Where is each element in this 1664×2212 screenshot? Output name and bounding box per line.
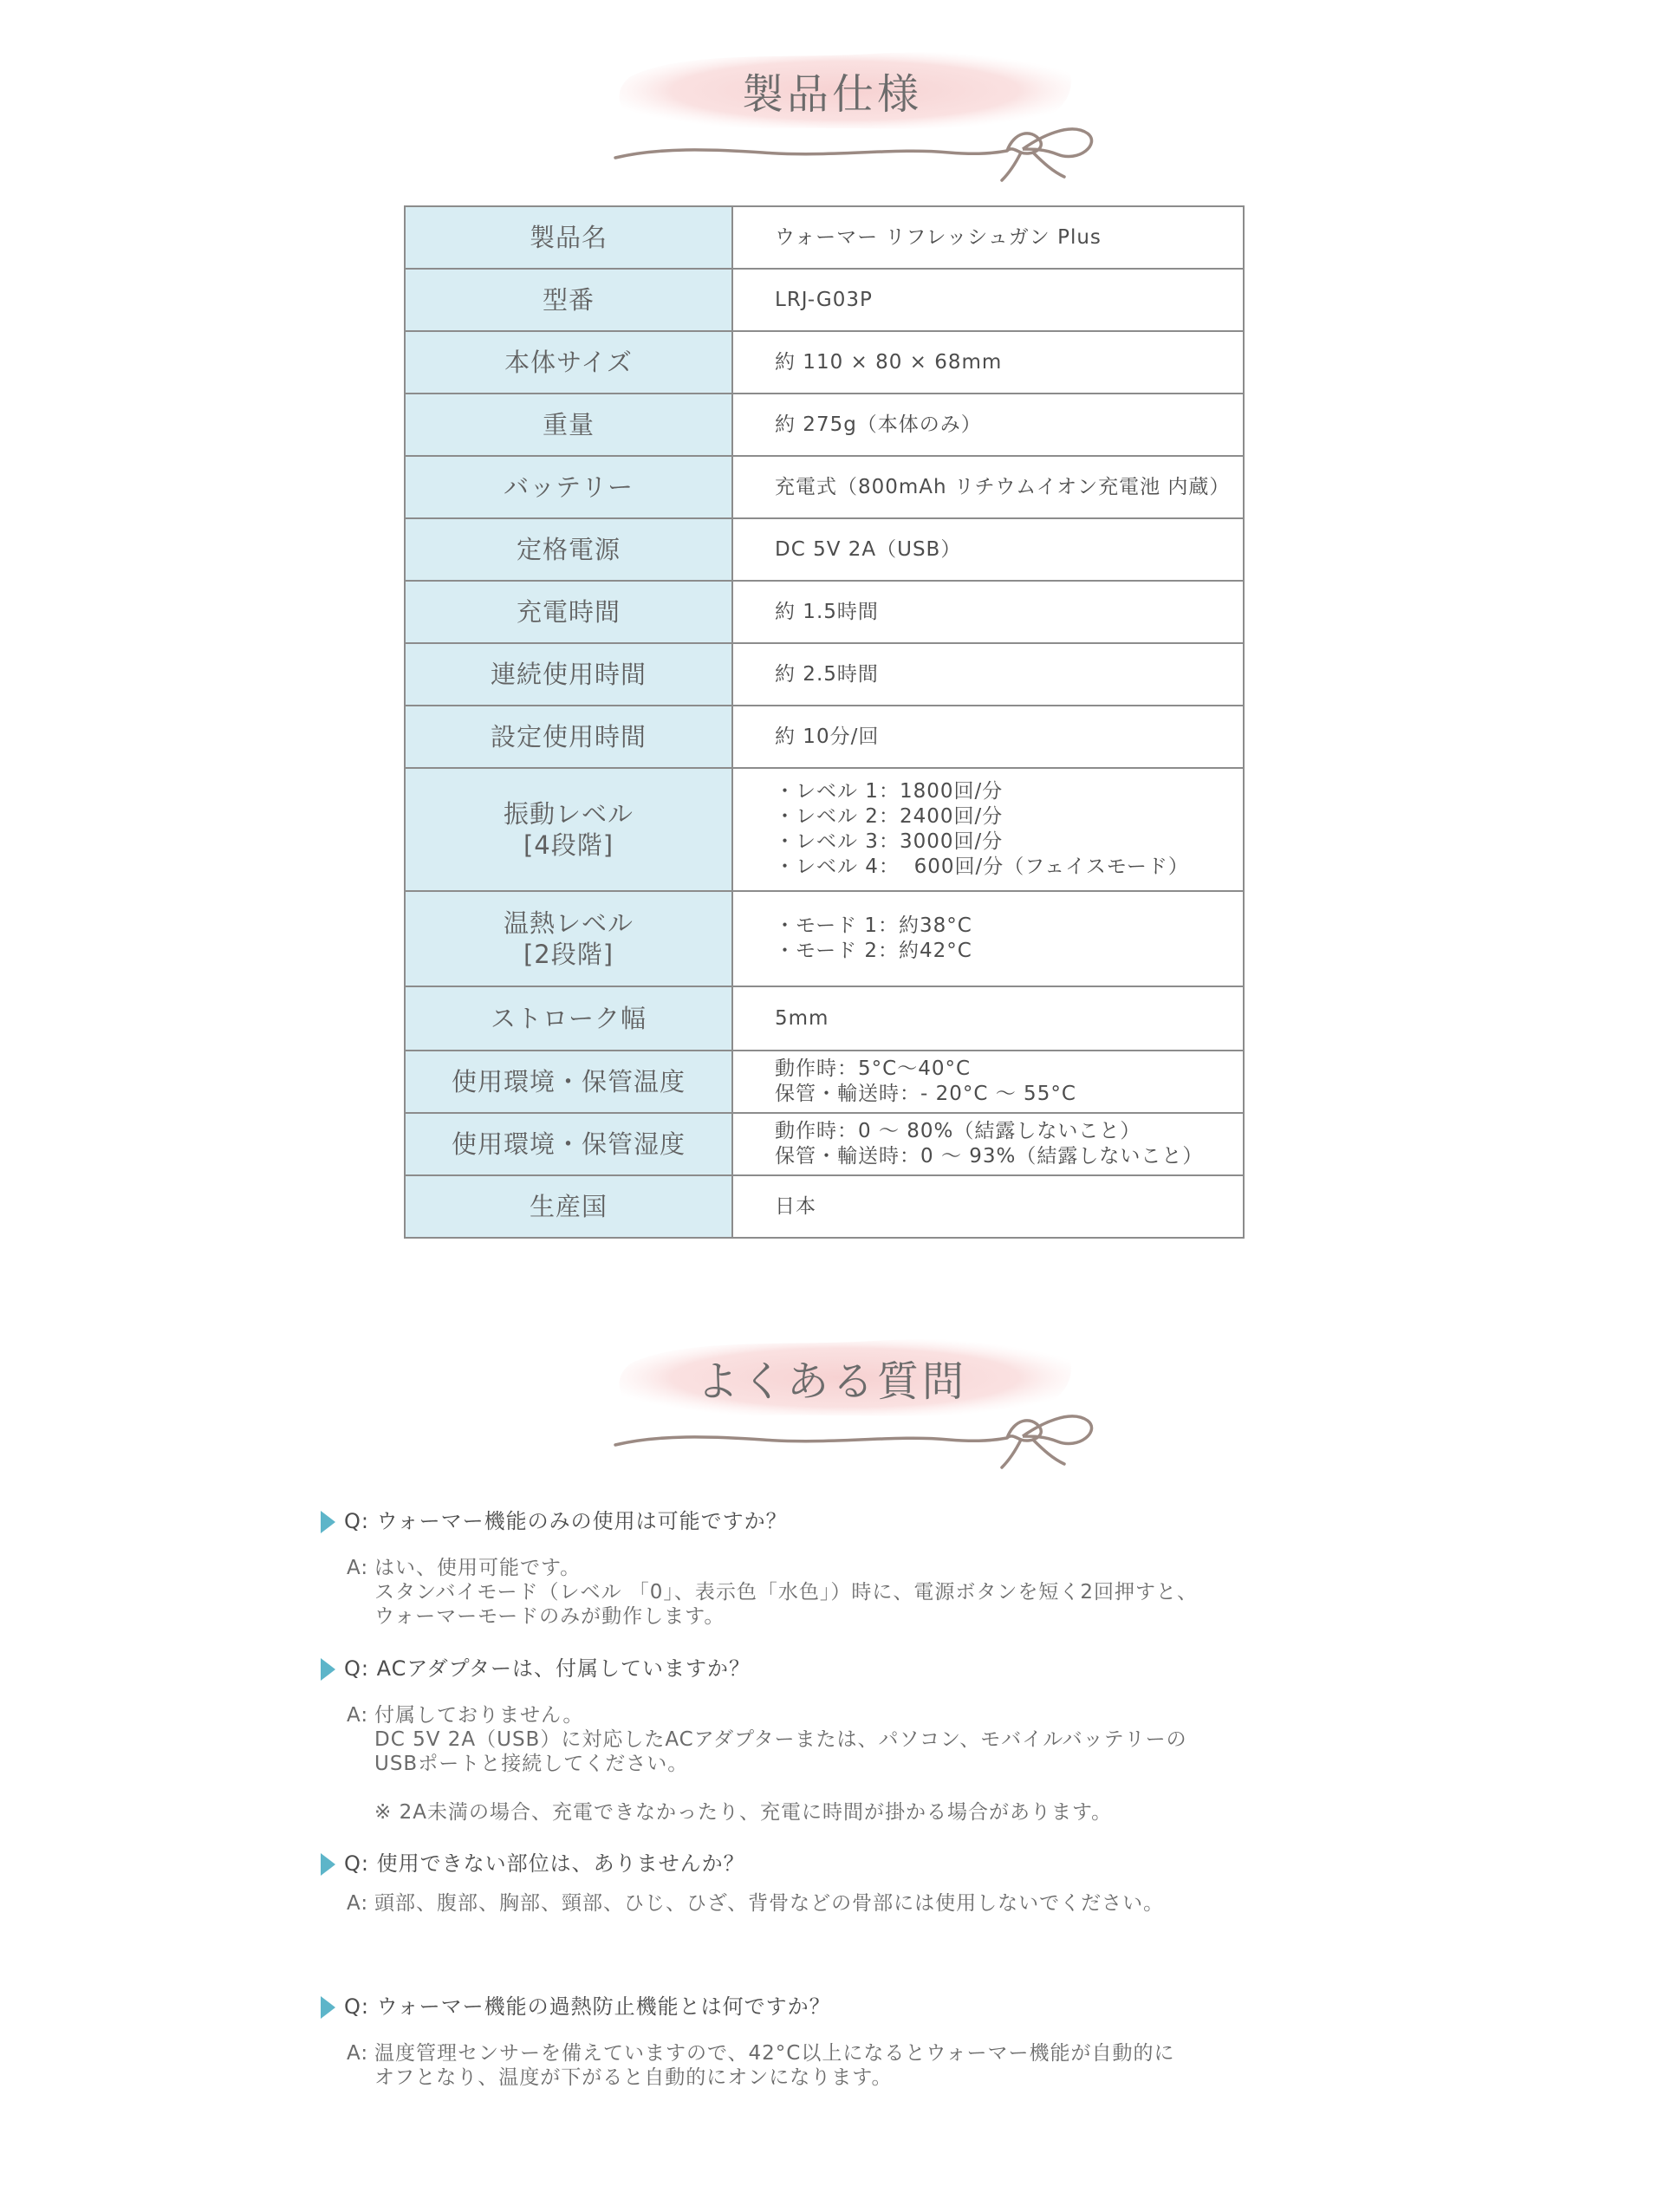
spec-value-line: ・レベル 4： 600回/分（フェイスモード） <box>775 856 1189 878</box>
faq-answer-line: USBポートと接続してください。 <box>374 1753 689 1775</box>
spec-value <box>732 581 1244 643</box>
spec-label-line: 製品名 <box>529 223 608 252</box>
spec-label <box>405 1175 732 1238</box>
spec-label-line: バッテリー <box>503 472 634 502</box>
ribbon-icon <box>607 121 1127 182</box>
spec-label-line: [4段階] <box>523 830 614 860</box>
spec-value-line: 保管・輸送時：- 20°C 〜 55°C <box>775 1083 1076 1105</box>
spec-label <box>405 768 732 891</box>
spec-row <box>405 891 1244 986</box>
spec-value-line: 5mm <box>775 1006 829 1030</box>
spec-row <box>405 456 1244 518</box>
spec-row <box>405 706 1244 768</box>
spec-label <box>405 581 732 643</box>
spec-label-line: 設定使用時間 <box>490 722 647 751</box>
spec-value-line: LRJ-G03P <box>775 288 873 311</box>
faq-section-header <box>0 1313 1664 1461</box>
faq-answer-line: ※ 2A未満の場合、充電できなかったり、充電に時間が掛かる場合があります。 <box>374 1801 1113 1824</box>
faq-answer-line: 付属しておりません。 <box>374 1704 584 1727</box>
faq-answer <box>347 1703 1187 1825</box>
spec-value-line: 約 2.5時間 <box>775 662 879 686</box>
spec-label-line: 型番 <box>542 285 595 315</box>
spec-value-line: 約 275g（本体のみ） <box>775 413 982 436</box>
spec-value-line: 動作時：5°C〜40°C <box>775 1057 972 1080</box>
spec-value-line: DC 5V 2A（USB） <box>775 537 962 561</box>
spec-row <box>405 768 1244 891</box>
spec-value <box>732 1113 1244 1175</box>
faq-answer-line: ウォーマーモードのみが動作します。 <box>374 1605 725 1628</box>
faq-answer <box>347 1556 1198 1629</box>
spec-value-line: ウォーマー リフレッシュガン Plus <box>775 225 1102 249</box>
triangle-bullet-icon <box>321 1658 335 1681</box>
spec-label-line: 生産国 <box>529 1192 608 1221</box>
faq-answer-line <box>374 1776 1187 1800</box>
faq-answer-line: スタンバイモード（レベル 「0」、表示色「水色」）時に、電源ボタンを短く2回押すと、 <box>374 1581 1199 1604</box>
spec-label <box>405 206 732 269</box>
spec-table <box>404 205 1245 1239</box>
spec-label-line: 使用環境・保管温度 <box>451 1067 686 1096</box>
spec-value-line: 約 10分/回 <box>775 725 880 748</box>
spec-label <box>405 269 732 331</box>
faq-question-text: Q: ウォーマー機能の過熱防止機能とは何ですか？ <box>344 1994 831 2019</box>
spec-label-line: [2段階] <box>523 940 614 969</box>
spec-label <box>405 891 732 986</box>
triangle-bullet-icon <box>321 1996 335 2019</box>
spec-row <box>405 518 1244 581</box>
ribbon-icon <box>607 1409 1127 1469</box>
spec-label <box>405 394 732 456</box>
spec-value-line: 保管・輸送時：0 〜 93%（結露しないこと） <box>775 1145 1204 1168</box>
spec-label <box>405 1051 732 1113</box>
spec-value <box>732 269 1244 331</box>
faq-question <box>321 1651 751 1682</box>
spec-value-line: 日本 <box>775 1194 816 1218</box>
spec-label <box>405 456 732 518</box>
spec-value <box>732 518 1244 581</box>
spec-row <box>405 986 1244 1051</box>
spec-row <box>405 394 1244 456</box>
spec-value <box>732 706 1244 768</box>
spec-value <box>732 206 1244 269</box>
spec-value <box>732 891 1244 986</box>
faq-question <box>321 1989 831 2020</box>
faq-question-text: Q: 使用できない部位は、ありませんか？ <box>344 1851 745 1876</box>
faq-answer-line: 温度管理センサーを備えていますので、42°C以上になるとウォーマー機能が自動的に <box>374 2042 1175 2065</box>
spec-label-line: 振動レベル <box>503 799 634 829</box>
spec-value <box>732 1051 1244 1113</box>
spec-value-line: ・レベル 2：2400回/分 <box>775 805 1004 828</box>
spec-label-line: 本体サイズ <box>504 348 633 377</box>
spec-value <box>732 768 1244 891</box>
spec-row <box>405 581 1244 643</box>
spec-value-line: 約 1.5時間 <box>775 600 879 623</box>
faq-answer-prefix: A: <box>347 2042 369 2065</box>
spec-value-line: 約 110 × 80 × 68mm <box>775 350 1003 374</box>
faq-question <box>321 1504 788 1534</box>
faq-question-text: Q: ウォーマー機能のみの使用は可能ですか？ <box>344 1509 788 1533</box>
spec-label <box>405 518 732 581</box>
spec-label-line: 充電時間 <box>516 597 621 627</box>
spec-value <box>732 331 1244 394</box>
faq-answer-line: DC 5V 2A（USB）に対応したACアダプターまたは、パソコン、モバイルバッテリーの <box>374 1728 1187 1751</box>
spec-row <box>405 331 1244 394</box>
spec-label-line: 使用環境・保管湿度 <box>451 1129 686 1159</box>
spec-value <box>732 394 1244 456</box>
spec-row <box>405 206 1244 269</box>
spec-value-line: ・レベル 3：3000回/分 <box>775 830 1004 853</box>
spec-row <box>405 269 1244 331</box>
faq-answer-prefix: A: <box>347 1704 369 1727</box>
spec-label <box>405 706 732 768</box>
faq-answer-line: 頭部、腹部、胸部、頸部、ひじ、ひざ、背骨などの骨部には使用しないでください。 <box>374 1892 1165 1915</box>
faq-section-title: よくある質問 <box>696 1357 967 1406</box>
spec-label <box>405 331 732 394</box>
spec-value-line: ・モード 1：約38°C <box>775 914 972 937</box>
spec-label <box>405 1113 732 1175</box>
faq-answer <box>347 2041 1174 2090</box>
spec-label-line: 定格電源 <box>516 535 621 564</box>
spec-value-line: 動作時：0 〜 80%（結露しないこと） <box>775 1120 1141 1142</box>
spec-value <box>732 643 1244 706</box>
faq-question <box>321 1846 745 1877</box>
spec-value <box>732 456 1244 518</box>
spec-row <box>405 1051 1244 1113</box>
spec-row <box>405 1175 1244 1238</box>
triangle-bullet-icon <box>321 1853 335 1876</box>
triangle-bullet-icon <box>321 1511 335 1533</box>
spec-label-line: 連続使用時間 <box>490 660 647 689</box>
spec-label-line: 重量 <box>542 410 595 439</box>
faq-answer-prefix: A: <box>347 1557 369 1579</box>
spec-label <box>405 643 732 706</box>
spec-row <box>405 1113 1244 1175</box>
faq-answer-line: はい、使用可能です。 <box>374 1557 582 1579</box>
faq-answer-line: オフとなり、温度が下がると自動的にオンになります。 <box>374 2066 893 2089</box>
spec-label <box>405 986 732 1051</box>
faq-answer-prefix: A: <box>347 1892 369 1915</box>
faq-answer <box>347 1891 1164 1916</box>
spec-value-line: 充電式（800mAh リチウムイオン充電池 内蔵） <box>775 475 1231 498</box>
spec-label-line: ストローク幅 <box>490 1004 647 1033</box>
spec-row <box>405 643 1244 706</box>
spec-value <box>732 986 1244 1051</box>
spec-value <box>732 1175 1244 1238</box>
faq-question-text: Q: ACアダプターは、付属していますか？ <box>344 1656 751 1681</box>
spec-value-line: ・レベル 1：1800回/分 <box>775 780 1004 803</box>
spec-section-title: 製品仕様 <box>741 70 922 119</box>
spec-label-line: 温熱レベル <box>503 908 634 938</box>
spec-value-line: ・モード 2：約42°C <box>775 940 972 962</box>
spec-section-header <box>0 26 1664 173</box>
